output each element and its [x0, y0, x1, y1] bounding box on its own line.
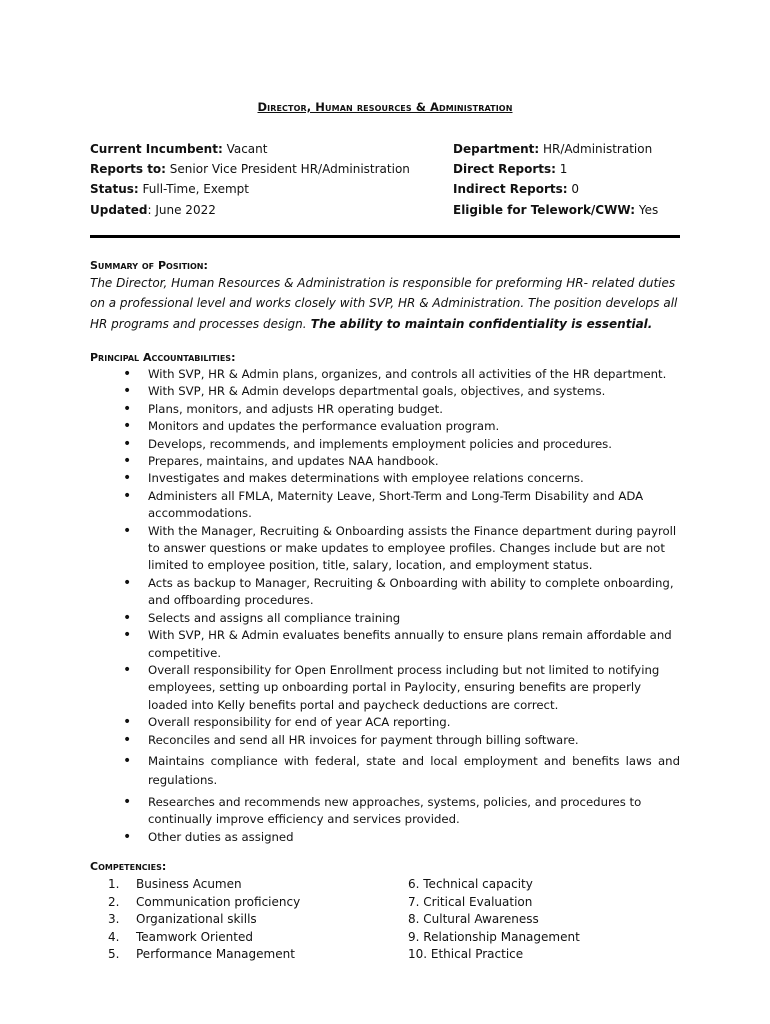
list-item: • With SVP, HR & Admin evaluates benefits annually to ensure plans remain affordable and competitive.: [120, 627, 680, 662]
meta-value: HR/Administration: [539, 142, 653, 156]
list-item: • Other duties as assigned: [120, 829, 680, 846]
list-item: [108, 894, 300, 912]
meta-label: Status:: [90, 182, 139, 197]
list-item: • Acts as backup to Manager, Recruiting & Onboarding with ability to complete onboarding, and offboarding procedures.: [120, 575, 680, 610]
list-item: • Prepares, maintains, and updates NAA handbook.: [120, 453, 680, 470]
list-item: • Overall responsibility for Open Enrollment process including but not limited to notifying employees, setting up onboarding portal in Paylocity, ensuring benefits are properly loaded into Kelly benefits portal and paycheck deductions are correct.: [120, 662, 680, 714]
meta-row: [453, 179, 658, 199]
accountabilities-heading: Principal Accountabilities:: [90, 351, 236, 364]
list-item: • With SVP, HR & Admin plans, organizes, and controls all activities of the HR department.: [120, 366, 680, 383]
meta-value: : June 2022: [147, 202, 216, 217]
list-item: [108, 946, 300, 964]
section-divider: [90, 235, 680, 238]
item-number: 1.: [108, 877, 120, 891]
item-text: Teamwork Oriented: [136, 929, 253, 944]
list-item: 10. Ethical Practice: [408, 947, 524, 962]
meta-value: 0: [567, 182, 580, 197]
item-number: 5.: [108, 947, 120, 962]
list-item: [108, 929, 300, 947]
summary-emphasis: The ability to maintain confidentiality is essential.: [306, 316, 653, 331]
meta-row: [453, 200, 658, 220]
list-item: 7. Critical Evaluation: [408, 894, 533, 909]
meta-row: [453, 159, 658, 179]
meta-label: Department:: [453, 142, 540, 156]
meta-row: [90, 200, 410, 220]
meta-row: [90, 159, 410, 179]
meta-row: [453, 139, 658, 159]
list-item: [108, 876, 300, 894]
list-item: • Selects and assigns all compliance training: [120, 610, 680, 627]
item-text: Performance Management: [136, 947, 295, 962]
meta-row: [90, 179, 410, 199]
list-item: • Overall responsibility for end of year ACA reporting.: [120, 714, 680, 731]
list-item: • With the Manager, Recruiting & Onboarding assists the Finance department during payroll to answer questions or make updates to employee profiles. Changes include but are not limited to employee position, title, salary, location, and employment status.: [120, 523, 680, 575]
item-text: Organizational skills: [136, 912, 257, 927]
meta-value: 1: [555, 162, 568, 177]
meta-label: Eligible for Telework/CWW:: [453, 202, 636, 217]
summary-text: The Director, Human Resources & Administration is responsible for preforming HR- related duties on a professional level and works closely with SVP, HR & Administration. The position develops all HR programs and processes design.: [90, 276, 678, 331]
list-item: • With SVP, HR & Admin develops departmental goals, objectives, and systems.: [120, 383, 680, 400]
item-text: Business Acumen: [136, 877, 242, 891]
list-item: • Develops, recommends, and implements employment policies and procedures.: [120, 436, 680, 453]
list-item: • Reconciles and send all HR invoices for payment through billing software.: [120, 732, 680, 749]
item-text: Communication proficiency: [136, 894, 301, 909]
meta-right-block: [453, 139, 658, 220]
competencies-list-right: [408, 876, 580, 964]
list-item: 9. Relationship Management: [408, 929, 580, 944]
meta-value: Vacant: [222, 142, 268, 156]
meta-label: Indirect Reports:: [453, 182, 568, 197]
item-number: 4.: [108, 929, 120, 944]
item-number: 3.: [108, 912, 120, 927]
meta-value: Senior Vice President HR/Administration: [165, 162, 410, 177]
list-item: [108, 911, 300, 929]
meta-left-block: [90, 139, 410, 220]
list-item: • Researches and recommends new approaches, systems, policies, and procedures to continually improve efficiency and services provided.: [120, 794, 680, 829]
accountabilities-list: [120, 366, 680, 846]
list-item: • Investigates and makes determinations with employee relations concerns.: [120, 470, 680, 487]
list-item: 8. Cultural Awareness: [408, 912, 539, 927]
meta-label: Reports to:: [90, 162, 166, 177]
document-title: Director, Human resources & Administration: [257, 100, 513, 114]
meta-row: [90, 139, 410, 159]
summary-heading: Summary of Position:: [90, 259, 208, 272]
list-item: • Monitors and updates the performance evaluation program.: [120, 418, 680, 435]
list-item: • Administers all FMLA, Maternity Leave, Short-Term and Long-Term Disability and ADA accommodations.: [120, 488, 680, 523]
competencies-list-left: [108, 876, 300, 964]
meta-label: Current Incumbent:: [90, 142, 223, 156]
meta-label: Updated: [90, 202, 148, 217]
list-item: • Plans, monitors, and adjusts HR operating budget.: [120, 401, 680, 418]
item-number: 2.: [108, 894, 120, 909]
list-item: • Maintains compliance with federal, state and local employment and benefits laws and regulations.: [120, 752, 680, 791]
list-item: 6. Technical capacity: [408, 877, 533, 891]
meta-value: Yes: [635, 202, 659, 217]
meta-label: Direct Reports:: [453, 162, 556, 177]
competencies-heading: Competencies:: [90, 860, 167, 873]
meta-value: Full-Time, Exempt: [138, 182, 249, 197]
summary-paragraph: [90, 273, 690, 334]
